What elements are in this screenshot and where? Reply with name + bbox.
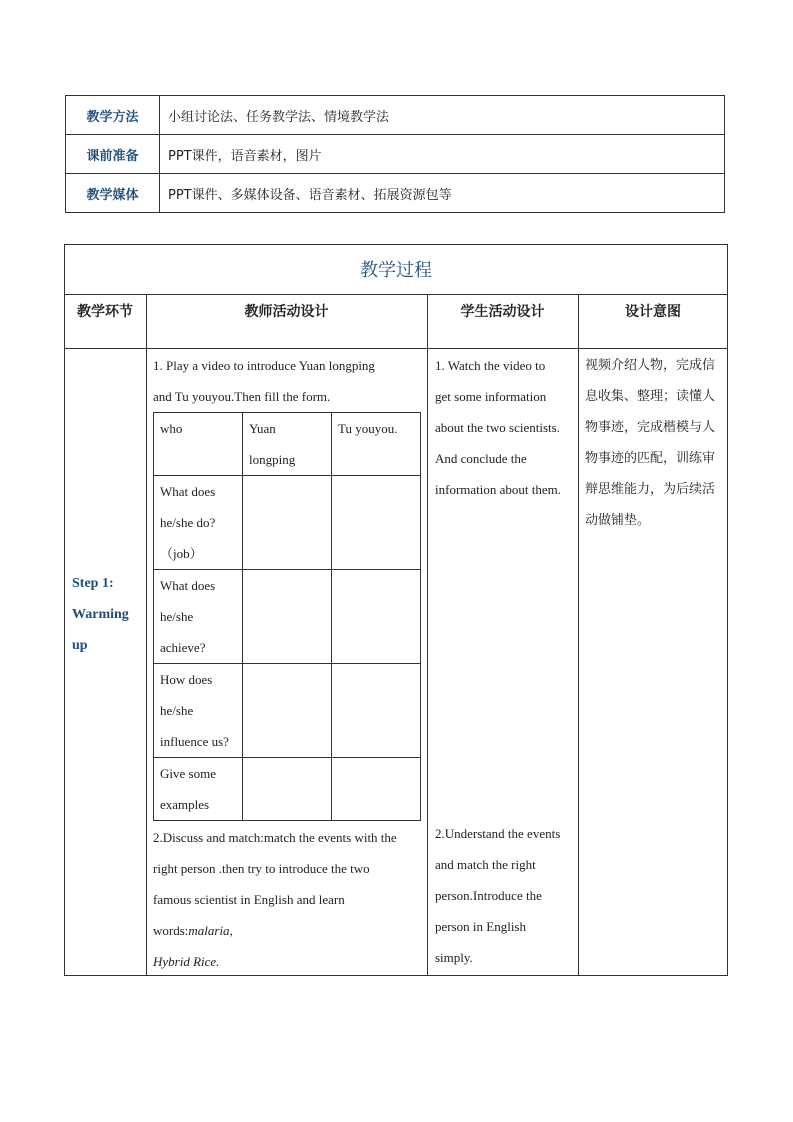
teacher-activity-1 xyxy=(153,350,423,412)
form-empty-cell xyxy=(243,570,332,664)
form-row xyxy=(154,664,421,758)
header-student: 学生活动设计 xyxy=(460,304,545,320)
text-line: 2.Discuss and match:match the events with the xyxy=(153,830,397,845)
info-label: 教学媒体 xyxy=(66,174,160,213)
info-table xyxy=(65,95,725,213)
header-stage: 教学环节 xyxy=(77,304,133,320)
form-empty-cell xyxy=(243,664,332,758)
form-empty-cell xyxy=(243,476,332,570)
divider xyxy=(578,294,579,976)
step-label xyxy=(72,568,142,661)
form-cell: Yuan longping xyxy=(243,413,332,476)
header-teacher: 教师活动设计 xyxy=(244,304,329,320)
info-row-method xyxy=(66,96,725,135)
form-cell: What does he/she do?（job） xyxy=(154,476,243,570)
text-line: person.Introduce the xyxy=(435,888,542,903)
info-label: 课前准备 xyxy=(66,135,160,174)
text-line: 物事迹的匹配，训练审 xyxy=(585,451,716,466)
divider xyxy=(64,348,728,349)
teacher-activity-2 xyxy=(153,822,425,977)
step-label-line: Warming xyxy=(72,607,129,622)
text-line: And conclude the xyxy=(435,451,527,466)
form-empty-cell xyxy=(243,758,332,821)
text-line: famous scientist in English and learn xyxy=(153,892,345,907)
form-cell: who xyxy=(154,413,243,476)
step-label-line: up xyxy=(72,638,88,653)
form-cell: What does he/she achieve? xyxy=(154,570,243,664)
step-label-line: Step 1: xyxy=(72,576,114,591)
text-line: information about them. xyxy=(435,482,562,497)
text-line: 1. Watch the video to xyxy=(435,358,546,373)
info-value: PPT课件、多媒体设备、语音素材、拓展资源包等 xyxy=(160,174,725,213)
text-line xyxy=(153,946,425,977)
text-line: and match the right xyxy=(435,857,536,872)
divider xyxy=(427,294,428,976)
info-value: 小组讨论法、任务教学法、情境教学法 xyxy=(160,96,725,135)
text-line xyxy=(153,915,425,946)
form-row xyxy=(154,476,421,570)
form-row xyxy=(154,758,421,821)
form-cell: Tu youyou. xyxy=(332,413,421,476)
form-cell: Give some examples xyxy=(154,758,243,821)
form-empty-cell xyxy=(332,476,421,570)
italic-term: Hybrid Rice. xyxy=(153,954,220,969)
text-line: and Tu youyou.Then fill the form. xyxy=(153,389,331,404)
student-activity-2 xyxy=(435,818,577,973)
text-line: 视频介绍人物，完成信 xyxy=(585,358,716,373)
divider xyxy=(146,294,147,976)
text-line: 动做铺垫。 xyxy=(585,513,651,528)
info-label: 教学方法 xyxy=(66,96,160,135)
design-intent xyxy=(585,350,727,536)
italic-term: malaria, xyxy=(188,923,233,938)
process-title: 教学过程 xyxy=(360,260,432,281)
text-line: right person .then try to introduce the two xyxy=(153,861,370,876)
text-line: 物事迹，完成楷模与人 xyxy=(585,420,716,435)
text-line: get some information xyxy=(435,389,547,404)
header-intent: 设计意图 xyxy=(625,304,681,320)
fill-in-form xyxy=(153,412,421,821)
text-line: 2.Understand the events xyxy=(435,826,561,841)
info-row-media xyxy=(66,174,725,213)
form-row xyxy=(154,570,421,664)
text-line: about the two scientists. xyxy=(435,420,560,435)
text-line: person in English xyxy=(435,919,526,934)
form-empty-cell xyxy=(332,570,421,664)
form-empty-cell xyxy=(332,758,421,821)
student-activity-1 xyxy=(435,350,577,505)
form-header-row xyxy=(154,413,421,476)
text-line: 辩思维能力，为后续活 xyxy=(585,482,716,497)
info-value: PPT课件，语音素材，图片 xyxy=(160,135,725,174)
form-cell: How does he/she influence us? xyxy=(154,664,243,758)
text-line: simply. xyxy=(435,950,473,965)
text-line: 1. Play a video to introduce Yuan longping xyxy=(153,358,375,373)
form-empty-cell xyxy=(332,664,421,758)
divider xyxy=(64,294,728,295)
text-line: 息收集、整理；读懂人 xyxy=(585,389,716,404)
text-fragment: words: xyxy=(153,923,189,938)
info-row-preparation xyxy=(66,135,725,174)
